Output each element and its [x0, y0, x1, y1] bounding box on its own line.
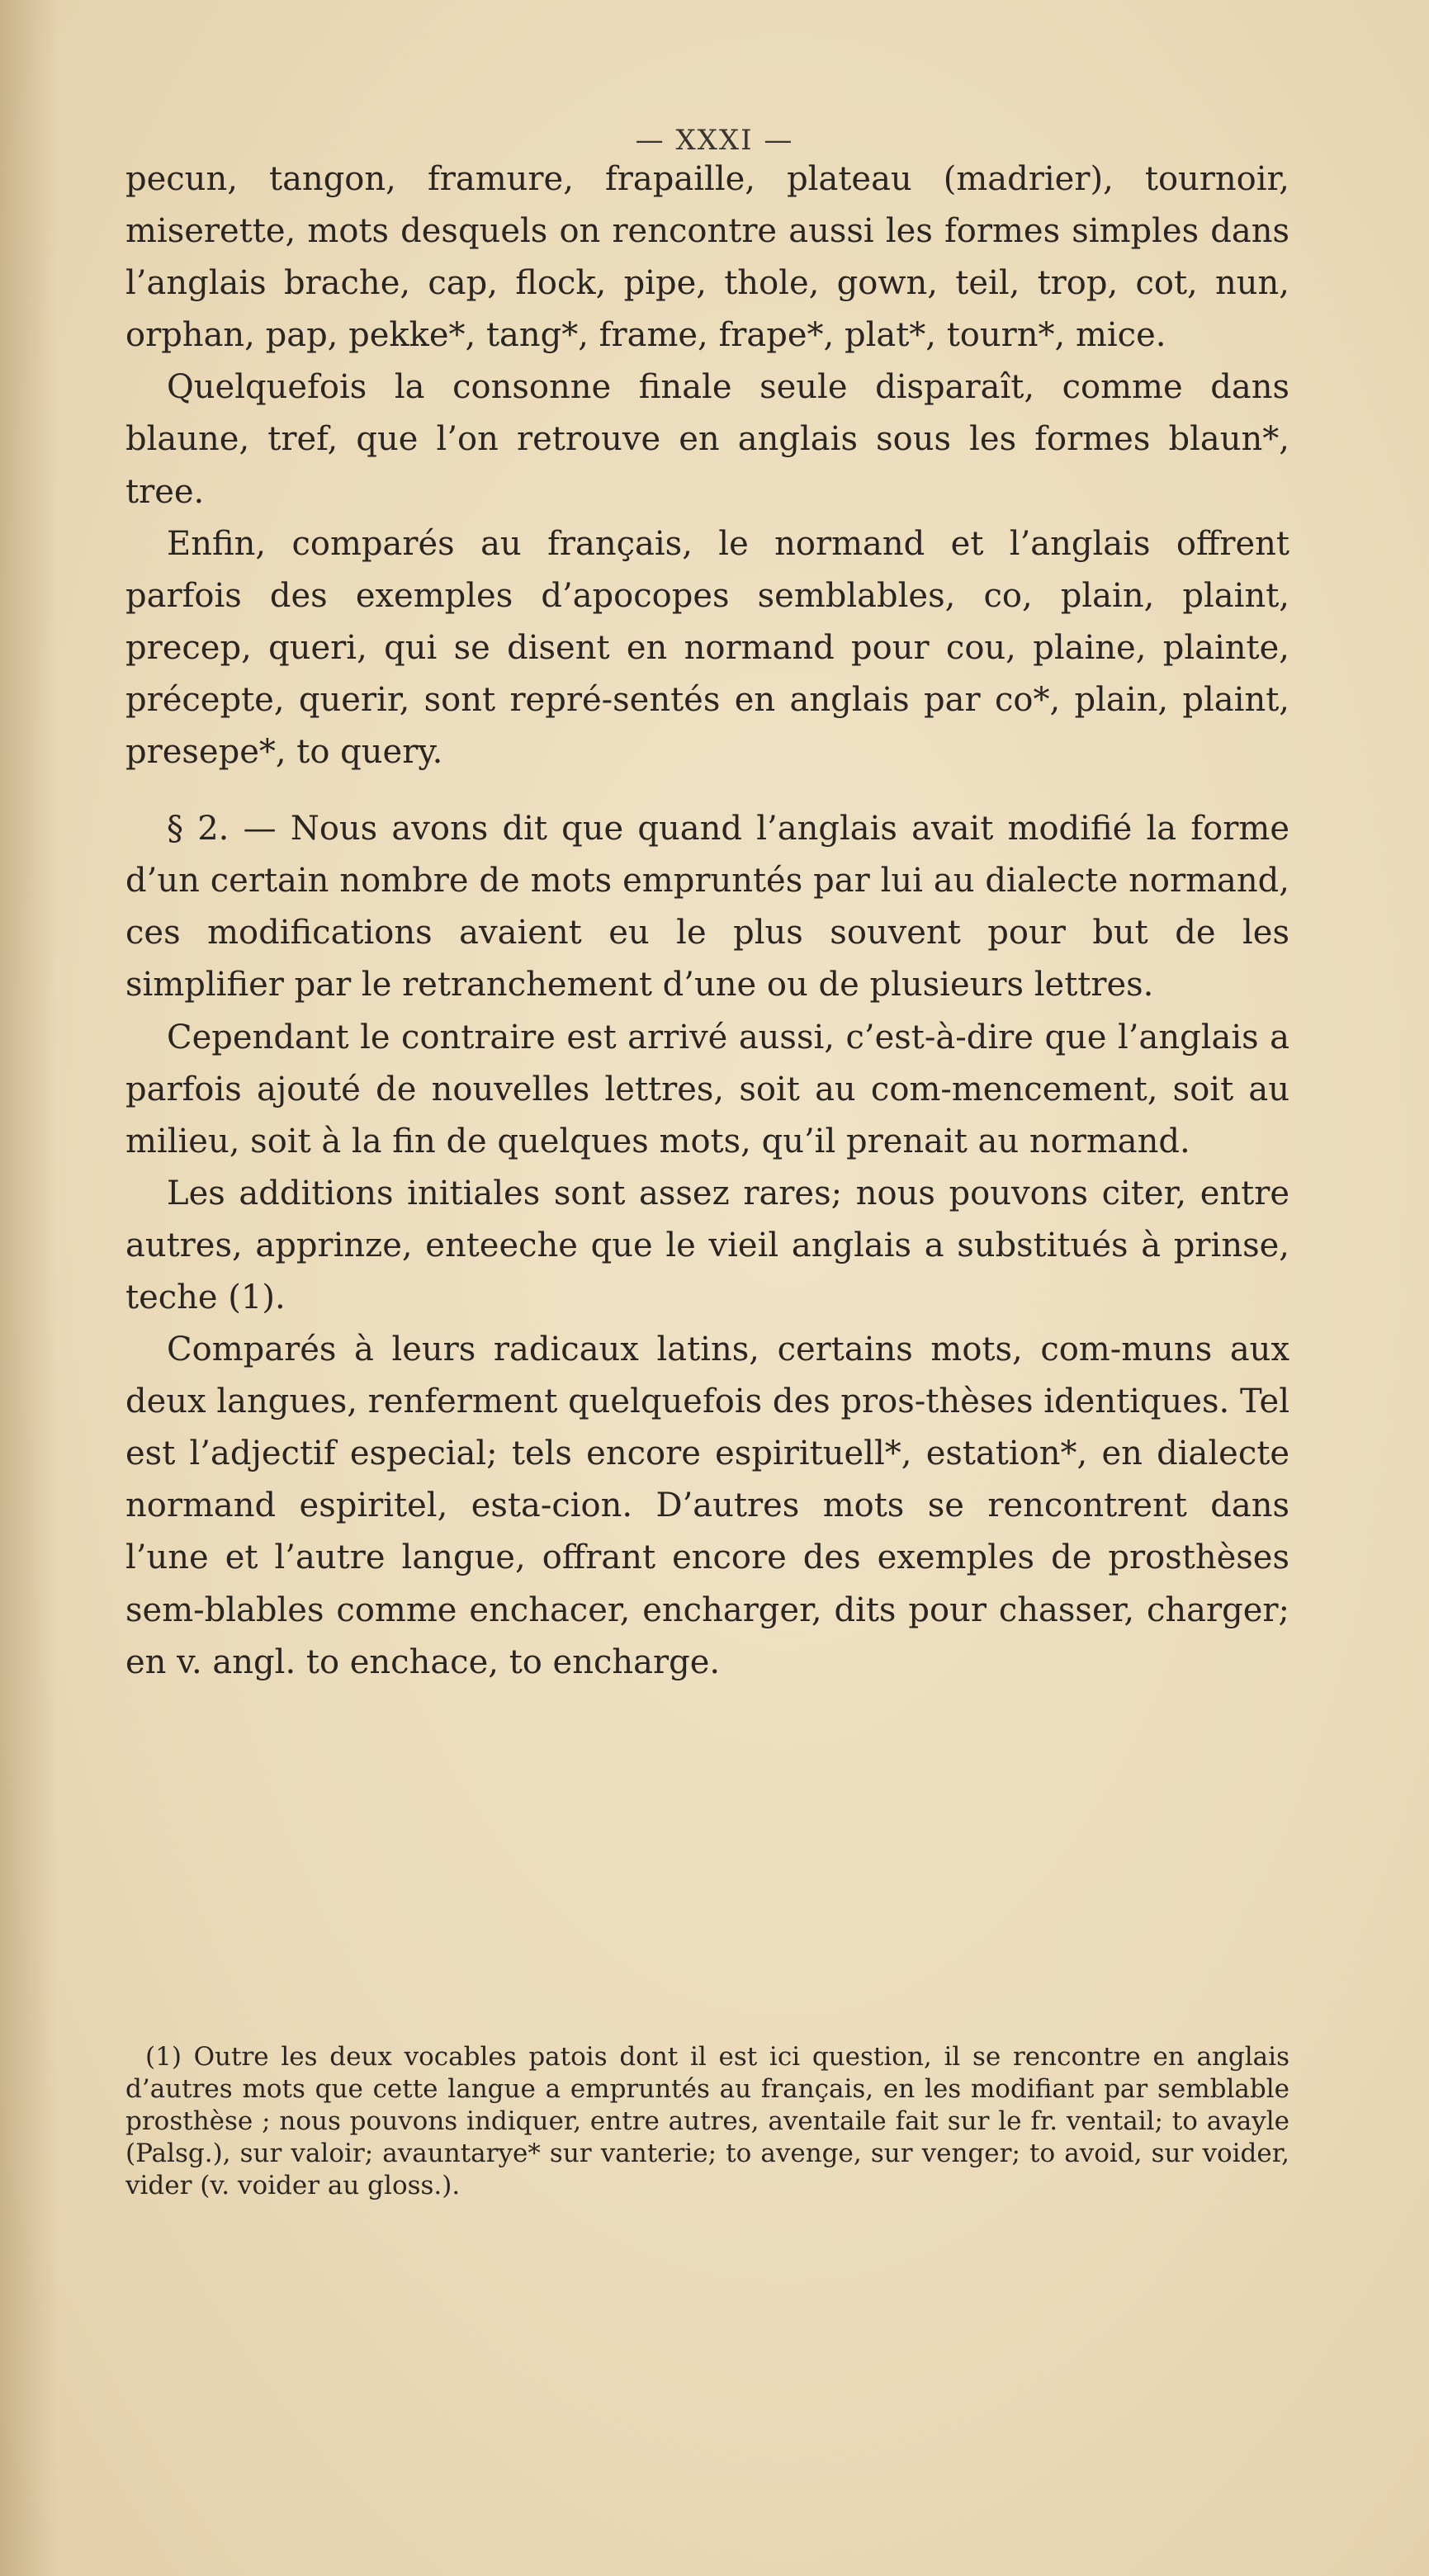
paragraph-section-2: § 2. — Nous avons dit que quand l’anglais avait modifié la forme d’un certain nombre de mots empruntés par lui au dialecte normand, ces modifications avaient eu le plus souvent pour but de les simplifier par le retranchement d’une ou de plusieurs lettres.	[125, 810, 1289, 1004]
paragraph-2: Quelquefois la consonne finale seule disparaît, comme dans blaune, tref, que l’on retrouve en anglais sous les formes blaun*, tree.	[125, 368, 1289, 511]
footnote	[125, 2041, 1289, 2202]
paragraph-6: Les additions initiales sont assez rares; nous pouvons citer, entre autres, apprinze, enteeche que le vieil anglais a substitués à prinse, teche (1).	[125, 1174, 1289, 1316]
main-text	[125, 154, 1289, 1689]
paragraph-5: Cependant le contraire est arrivé aussi, c’est-à-dire que l’anglais a parfois ajouté de nouvelles lettres, soit au com-mencement, soit au milieu, soit à la fin de quelques mots, qu’il prenait au normand.	[125, 1018, 1289, 1160]
paragraph-1: pecun, tangon, framure, frapaille, plateau (madrier), tournoir, miserette, mots desquels on rencontre aussi les formes simples dans l’anglais brache, cap, flock, pipe, thole, gown, teil, trop, cot, nun, orphan, pap, pekke*, tang*, frame, frape*, plat*, tourn*, mice.	[125, 160, 1289, 355]
running-head: — XXXI —	[635, 124, 794, 157]
paragraph-3: Enfin, comparés au français, le normand et l’anglais offrent parfois des exemples d’apocopes semblables, co, plain, plaint, precep, queri, qui se disent en normand pour cou, plaine, plainte, précepte, querir, sont repré-sentés en anglais par co*, plain, plaint, presepe*, to query.	[125, 524, 1289, 772]
paragraph-7: Comparés à leurs radicaux latins, certains mots, com-muns aux deux langues, renferment quelquefois des pros-thèses identiques. Tel est l’adjectif especial; tels encore espirituell*, estation*, en dialecte normand espiritel, esta-cion. D’autres mots se rencontrent dans l’une et l’autre langue, offrant encore des exemples de prosthèses sem-blables comme enchacer, encharger, dits pour chasser, charger; en v. angl. to enchace, to encharge.	[125, 1331, 1289, 1681]
footnote-text: (1) Outre les deux vocables patois dont il est ici question, il se rencontre en anglais d’autres mots que cette langue a empruntés au français, en les modifiant par semblable prosthèse ; nous pouvons indiquer, entre autres, aventaile fait sur le fr. ventail; to avayle (Palsg.), sur valoir; avauntarye* sur vanterie; to avenge, sur venger; to avoid, sur voider, vider (v. voider au gloss.).	[125, 2042, 1289, 2200]
page-edge-shadow	[0, 0, 58, 2576]
